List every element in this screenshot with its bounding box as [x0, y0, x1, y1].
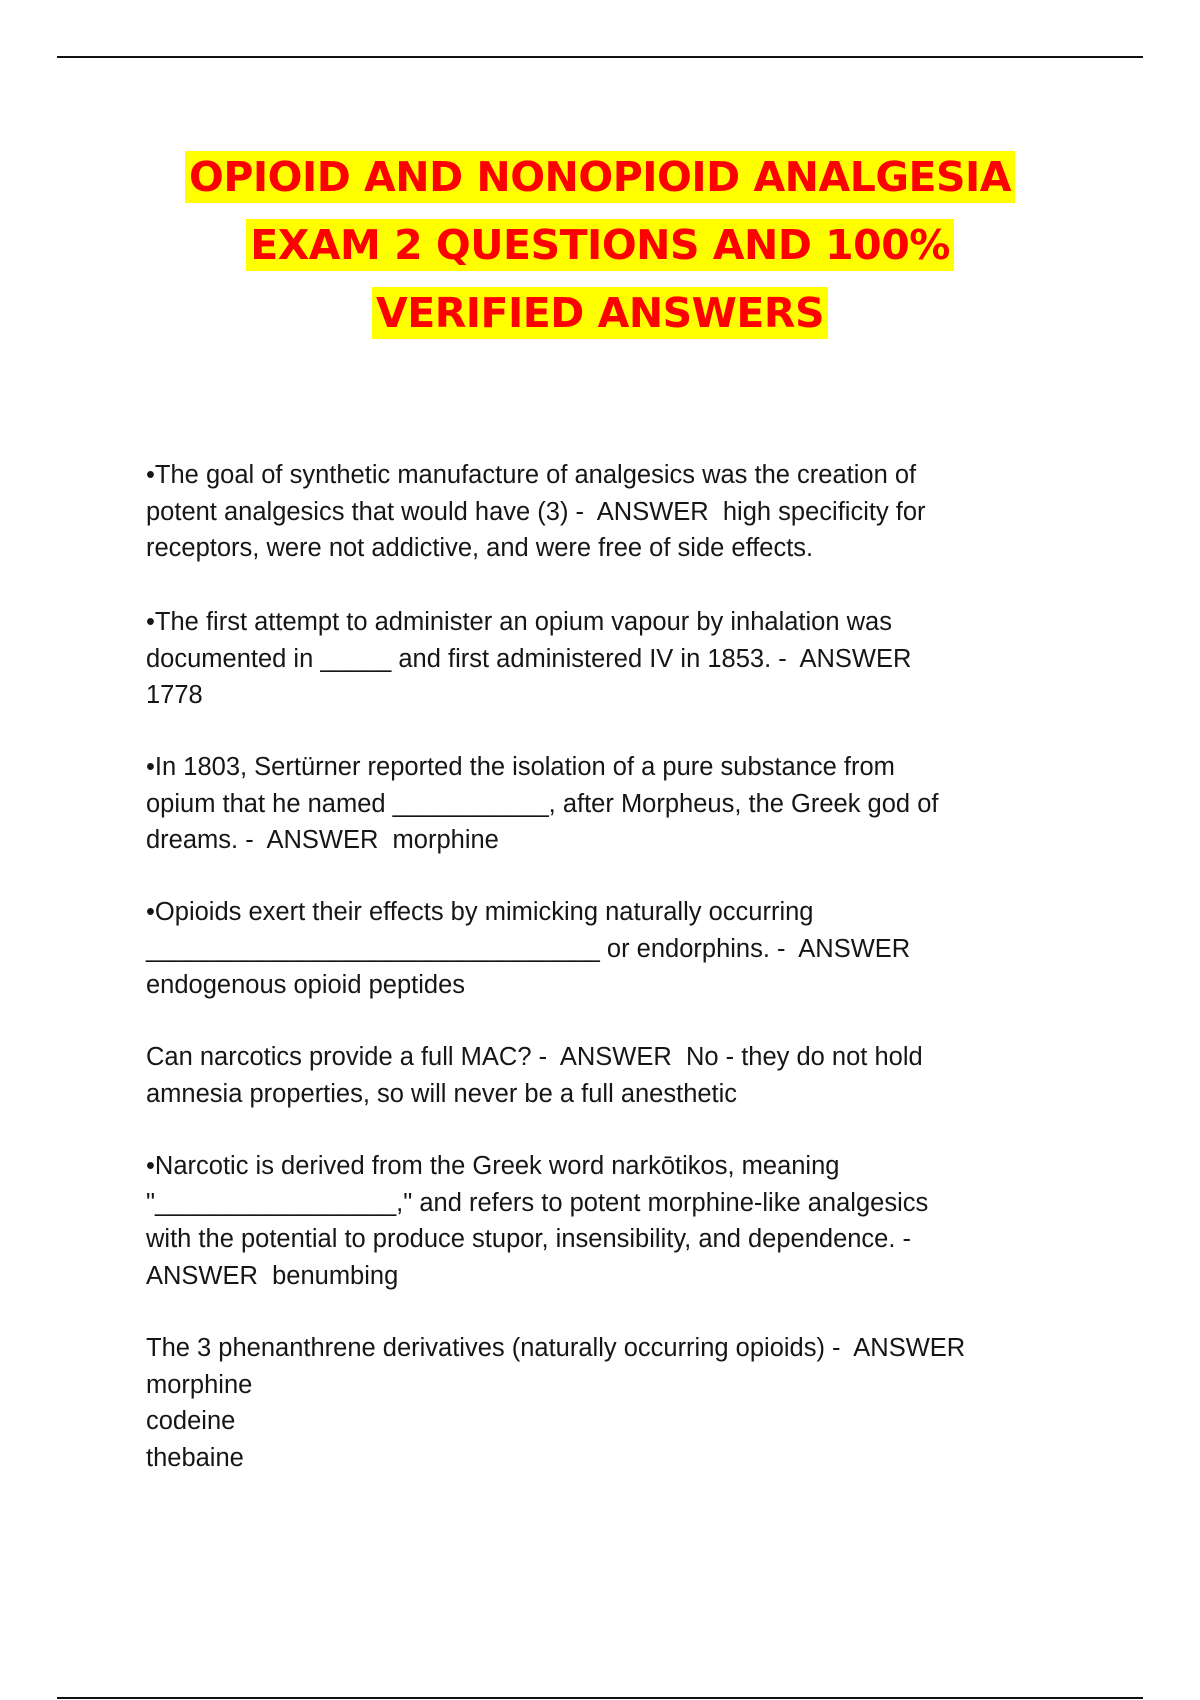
question-text: •In 1803, Sertürner reported the isolation of a pure substance from opium that he named ___________, after Morpheus, the Greek god of dreams. - — [146, 753, 939, 854]
answer-text: ANSWER 1778 — [146, 644, 912, 709]
answer-text: ANSWER morphine — [260, 826, 499, 854]
qa-item-3 — [146, 749, 1066, 859]
qa-item-1 — [146, 457, 1066, 567]
answer-text: ANSWER endogenous opioid peptides — [146, 934, 911, 999]
qa-item-7 — [146, 1330, 1066, 1476]
qa-item-5 — [146, 1039, 1066, 1112]
answer-text: ANSWER morphine codeine thebaine — [146, 1334, 966, 1472]
page-title — [0, 143, 1200, 347]
question-text: •The goal of synthetic manufacture of analgesics was the creation of potent analgesics that would have (3) - — [146, 461, 917, 526]
question-text: The 3 phenanthrene derivatives (naturally occurring opioids) - — [146, 1334, 848, 1362]
bottom-rule — [57, 1697, 1143, 1699]
question-text: •Narcotic is derived from the Greek word narkōtikos, meaning "_________________," and refers to potent morphine-like analgesics with the potential to produce stupor, insensibility, and dependence. - — [146, 1152, 929, 1253]
question-text: Can narcotics provide a full MAC? - — [146, 1043, 555, 1071]
qa-item-6 — [146, 1148, 1066, 1294]
answer-text: ANSWER high specificity for receptors, were not addictive, and were free of side effects. — [146, 497, 926, 562]
qa-item-4 — [146, 894, 1066, 1004]
answer-text: ANSWER benumbing — [146, 1261, 399, 1290]
question-text: •Opioids exert their effects by mimicking naturally occurring ________________________________ or endorphins. - — [146, 898, 814, 963]
question-text: •The first attempt to administer an opium vapour by inhalation was documented in _____ and first administered IV in 1853. - — [146, 608, 892, 673]
top-rule — [57, 56, 1143, 58]
title-line-2: EXAM 2 QUESTIONS AND 100% — [246, 219, 954, 271]
title-line-3: VERIFIED ANSWERS — [372, 287, 828, 339]
answer-text: ANSWER No - they do not hold amnesia properties, so will never be a full anesthetic — [146, 1043, 923, 1108]
title-line-1: OPIOID AND NONOPIOID ANALGESIA — [185, 151, 1015, 203]
qa-item-2 — [146, 604, 1066, 714]
